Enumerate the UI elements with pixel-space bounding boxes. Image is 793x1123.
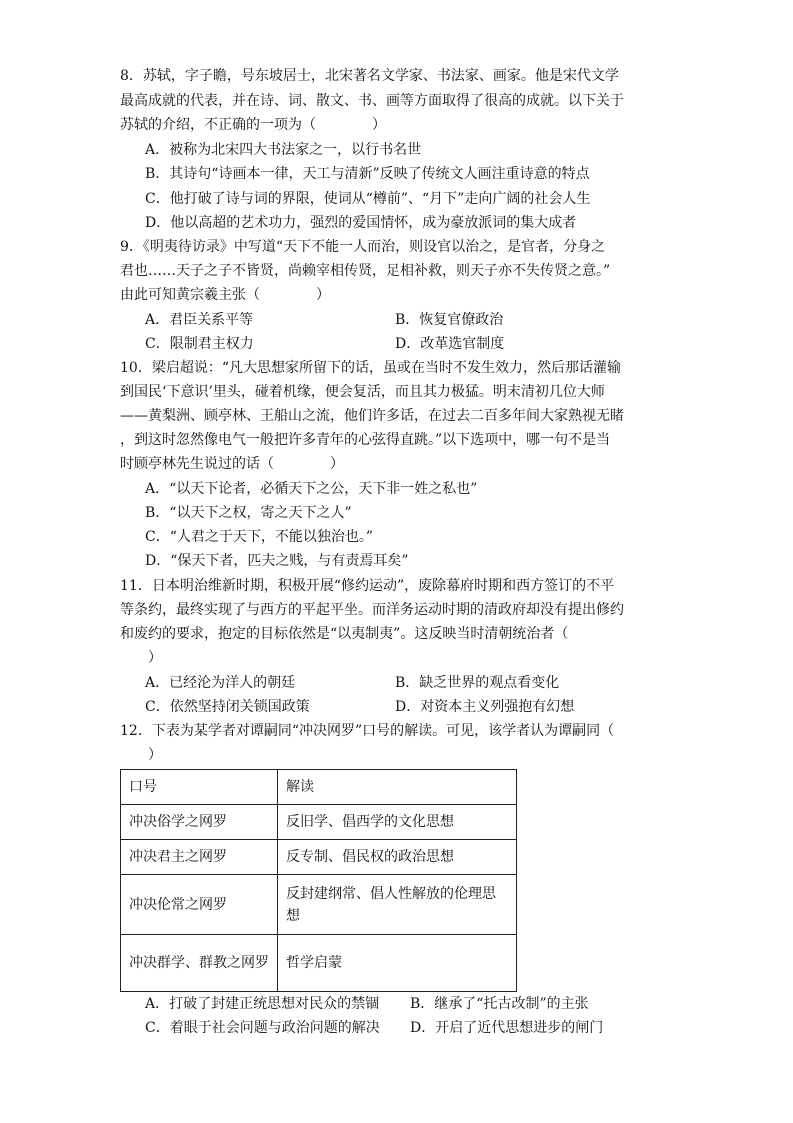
q9-option-d[interactable]: D．改革选官制度 (395, 336, 505, 352)
q10-option-a[interactable]: A．“以天下论者，必循天下之公，天下非一姓之私也” (145, 481, 478, 497)
q8-stem-line-2: 最高成就的代表，并在诗、词、散文、书、画等方面取得了很高的成就。以下关于 (120, 93, 624, 109)
q9-stem-line-2: 君也……天子之子不皆贤，尚赖宰相传贤，足相补救，则天子亦不失传贤之意。” (120, 263, 611, 279)
table-row (121, 875, 517, 935)
q11-option-b[interactable]: B．缺乏世界的观点看变化 (395, 675, 560, 691)
q8-option-c[interactable]: C．他打破了诗与词的界限，使词从“樽前”、“月下”走向广阔的社会人生 (145, 191, 591, 207)
table-cell: 反专制、倡民权的政治思想 (278, 840, 517, 875)
table-cell: 哲学启蒙 (278, 935, 517, 992)
q9-option-c[interactable]: C．限制君主权力 (145, 336, 254, 352)
q8-option-d[interactable]: D．他以高超的艺术功力，强烈的爱国情怀，成为豪放派词的集大成者 (145, 215, 577, 231)
q9-option-a[interactable]: A．君臣关系平等 (145, 312, 254, 328)
q8-option-a[interactable]: A．被称为北宋四大书法家之一，以行书名世 (145, 142, 422, 158)
table-header-cell: 解读 (278, 770, 517, 805)
q10-option-c[interactable]: C．“人君之于天下，不能以独治也。” (145, 529, 374, 545)
q11-option-a[interactable]: A．已经沦为洋人的朝廷 (145, 675, 296, 691)
table-cell: 反封建纲常、倡人性解放的伦理思想 (278, 875, 517, 935)
q12-stem-line-2: ） (120, 747, 162, 763)
q11-stem-line-1: 11．日本明治维新时期，积极开展“修约运动”，废除幕府时期和西方签订的不平 (120, 578, 615, 594)
q12-stem-line-1: 12．下表为某学者对谭嗣同“冲决网罗”口号的解读。可见，该学者认为谭嗣同（ (120, 723, 615, 739)
table-row (121, 840, 517, 875)
table-cell: 冲决君主之网罗 (121, 840, 278, 875)
q10-stem-line-3: ——黄梨洲、顾亭林、王船山之流，他们许多话，在过去二百多年间大家熟视无睹 (120, 408, 624, 424)
q8-stem-line-3: 苏轼的介绍，不正确的一项为（ ） (120, 117, 386, 133)
table-header-cell: 口号 (121, 770, 278, 805)
q10-stem-line-4: ，到这时忽然像电气一般把许多青年的心弦得直跳。”以下选项中，哪一句不是当 (120, 432, 611, 448)
q10-stem-line-1: 10．梁启超说：“凡大思想家所留下的话，虽或在当时不发生效力，然后那话灌输 (120, 360, 621, 376)
q11-option-c[interactable]: C．依然坚持闭关锁国政策 (145, 699, 310, 715)
table-cell: 反旧学、倡西学的文化思想 (278, 805, 517, 840)
q8-stem-line-1: 8．苏轼，字子瞻，号东坡居士，北宋著名文学家、书法家、画家。他是宋代文学 (120, 68, 619, 84)
q10-option-d[interactable]: D．“保天下者，匹夫之贱，与有责焉耳矣” (145, 553, 409, 569)
table-cell: 冲决群学、群教之网罗 (121, 935, 278, 992)
q12-option-a[interactable]: A．打破了封建正统思想对民众的禁锢 (145, 996, 380, 1012)
slogan-interpretation-table (120, 769, 517, 992)
table-row (121, 935, 517, 992)
q11-stem-line-3: 和废约的要求，抱定的目标依然是“以夷制夷”。这反映当时清朝统治者（ (120, 626, 569, 642)
q8-option-b[interactable]: B．其诗句“诗画本一律，天工与清新”反映了传统文人画注重诗意的特点 (145, 166, 590, 182)
q9-option-b[interactable]: B．恢复官僚政治 (395, 312, 504, 328)
table-cell: 冲决伦常之网罗 (121, 875, 278, 935)
table-row (121, 805, 517, 840)
q9-stem-line-3: 由此可知黄宗羲主张（ ） (120, 287, 330, 303)
table-header-row (121, 770, 517, 805)
q11-stem-line-4: ） (120, 650, 162, 666)
q11-stem-line-2: 等条约，最终实现了与西方的平起平坐。而洋务运动时期的清政府却没有提出修约 (120, 602, 624, 618)
q12-option-c[interactable]: C．着眼于社会问题与政治问题的解决 (145, 1020, 380, 1036)
q10-stem-line-2: 到国民‘下意识’里头，碰着机缘，便会复活，而且其力极猛。明末清初几位大师 (120, 384, 605, 400)
q10-stem-line-5: 时顾亭林先生说过的话（ ） (120, 456, 344, 472)
q9-stem-line-1: 9．《明夷待访录》中写道“天下不能一人而治，则设官以治之，是官者，分身之 (120, 239, 606, 255)
table-cell: 冲决俗学之网罗 (121, 805, 278, 840)
q12-option-d[interactable]: D．开启了近代思想进步的闸门 (410, 1020, 604, 1036)
q10-option-b[interactable]: B．“以天下之权，寄之天下之人” (145, 505, 352, 521)
q12-option-b[interactable]: B．继承了“托古改制”的主张 (410, 996, 589, 1012)
q11-option-d[interactable]: D．对资本主义列强抱有幻想 (395, 699, 575, 715)
